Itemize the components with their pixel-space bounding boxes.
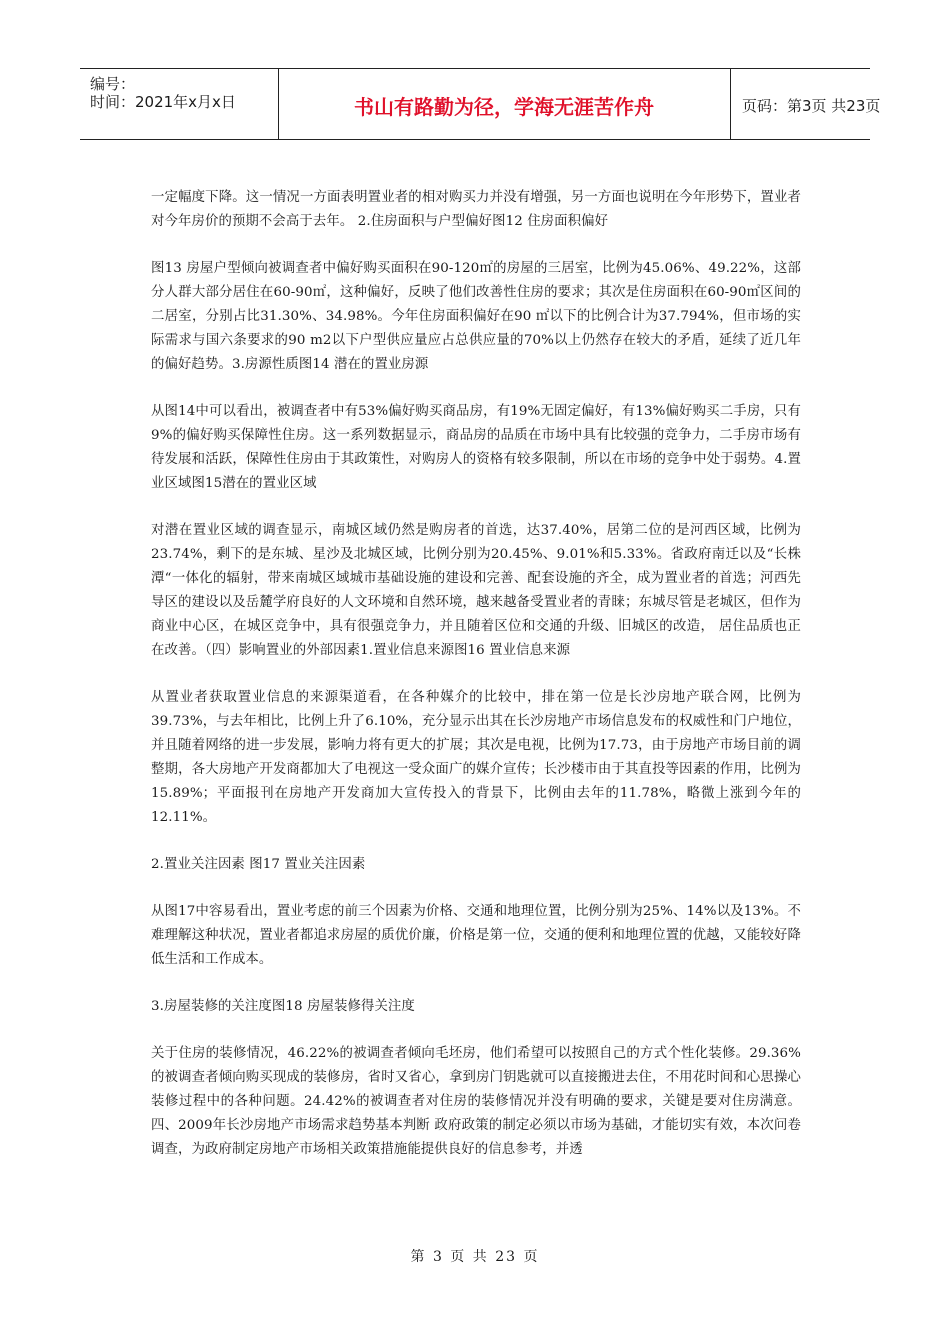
document-number-label: 编号：: [90, 75, 136, 93]
paragraph: 对潜在置业区域的调查显示，南城区域仍然是购房者的首选，达37.40%，居第二位的是河西区域，比例为23.74%，剩下的是东城、星沙及北城区域，比例分别为20.45%、9.01%和5.33%。省政府南迁以及“长株潭“一体化的辐射，带来南城区域城市基础设施的建设和完善、配套设施的齐全，成为置业者的首选；河西先导区的建设以及岳麓学府良好的人文环境和自然环境，越来越备受置业者的青睐；东城尽管是老城区，但作为商业中心区，在城区竞争中，具有很强竞争力，并且随着区位和交通的升级、旧城区的改造， 居住品质也正在改善。（四）影响置业的外部因素1.置业信息来源图16 置业信息来源: [151, 523, 801, 658]
paragraph: 从图14中可以看出，被调查者中有53%偏好购买商品房，有19%无固定偏好，有13%偏好购买二手房，只有9%的偏好购买保障性住房。这一系列数据显示，商品房的品质在市场中具有比较强的竞争力，二手房市场有待发展和活跃，保障性住房由于其政策性，对购房人的资格有较多限制，所以在市场的竞争中处于弱势。4.置业区域图15潜在的置业区域: [151, 404, 801, 491]
paragraph: 图13 房屋户型倾向被调查者中偏好购买面积在90-120㎡的房屋的三居室，比例为45.06%、49.22%，这部分人群大部分居住在60-90㎡，这种偏好，反映了他们改善性住房的要求；其次是住房面积在60-90㎡区间的二居室，分别占比31.30%、34.98%。今年住房面积偏好在90 ㎡以下的比例合计为37.794%，但市场的实际需求与国六条要求的90 m2以下户型供应量应占总供应量的70%以上仍然存在较大的矛盾，延续了近几年的偏好趋势。3.房源性质图14 潜在的置业房源: [151, 261, 801, 372]
paragraph: 从图17中容易看出，置业考虑的前三个因素为价格、交通和地理位置，比例分别为25%、14%以及13%。不难理解这种状况，置业者都追求房屋的质优价廉，价格是第一位，交通的便利和地理位置的优越，又能较好降低生活和工作成本。: [151, 904, 801, 967]
paragraph: 从置业者获取置业信息的来源渠道看，在各种媒介的比较中，排在第一位是长沙房地产联合网，比例为39.73%，与去年相比，比例上升了6.10%，充分显示出其在长沙房地产市场信息发布的权威性和门户地位，并且随着网络的进一步发展，影响力将有更大的扩展；其次是电视，比例为17.73，由于房地产市场目前的调整期，各大房地产开发商都加大了电视这一受众面广的媒介宣传；长沙楼市由于其直投等因素的作用，比例为15.89%；平面报刊在房地产开发商加大宣传投入的背景下，比例由去年的11.78%，略微上涨到今年的12.11%。: [151, 690, 801, 825]
header-page-info: 页码：第3页 共23页: [742, 97, 881, 115]
document-body: [151, 186, 801, 1185]
paragraph: 关于住房的装修情况，46.22%的被调查者倾向毛坯房，他们希望可以按照自己的方式个性化装修。29.36%的被调查者倾向购买现成的装修房，省时又省心，拿到房门钥匙就可以直接搬进去住，不用花时间和心思操心装修过程中的各种问题。24.42%的被调查者对住房的装修情况并没有明确的要求，关键是要对住房满意。 四、2009年长沙房地产市场需求趋势基本判断 政府政策的制定必须以市场为基础，才能切实有效，本次问卷调查，为政府制定房地产市场相关政策措施能提供良好的信息参考，并透: [151, 1046, 801, 1157]
document-date-label: 时间：2021年x月x日: [90, 93, 236, 111]
section-heading: 3.房屋装修的关注度图18 房屋装修得关注度: [151, 999, 415, 1014]
page-header: [80, 68, 881, 140]
paragraph: 一定幅度下降。这一情况一方面表明置业者的相对购买力并没有增强，另一方面也说明在今年形势下，置业者对今年房价的预期不会高于去年。 2.住房面积与户型偏好图12 住房面积偏好: [151, 190, 801, 229]
header-meta-cell: [80, 69, 279, 139]
page-footer: 第 3 页 共 23 页: [410, 1249, 540, 1265]
header-page-cell: [730, 69, 881, 139]
header-motto: 书山有路勤为径，学海无涯苦作舟: [354, 95, 654, 119]
section-heading: 2.置业关注因素 图17 置业关注因素: [151, 857, 366, 872]
header-motto-cell: [278, 69, 731, 139]
